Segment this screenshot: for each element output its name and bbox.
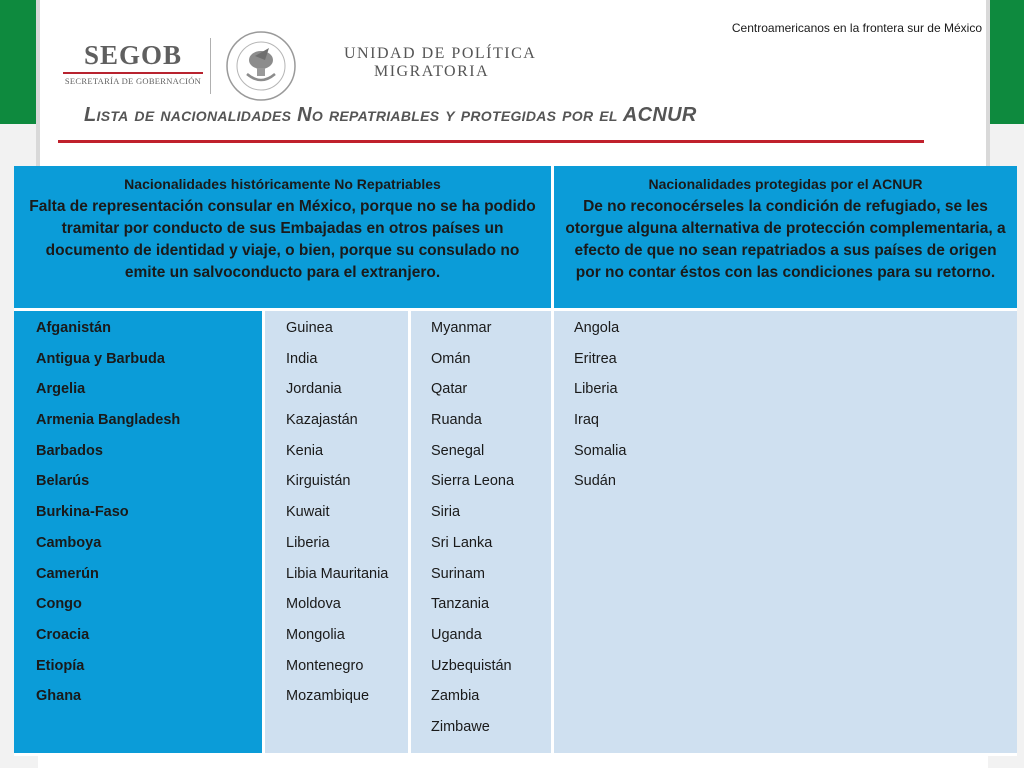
country-item: Senegal [431,442,485,459]
page-shadow-left [36,0,40,168]
title-underline [58,140,924,143]
country-item: Mozambique [286,688,370,705]
country-item: Zimbawe [431,718,490,735]
acnur-protected-column [554,311,1017,753]
country-item: Etiopía [36,657,85,674]
header-non-repatriable-description: Falta de representación consular en México, porque no se ha podido tramitar por conducto de sus Embajadas en otros países un documento de identidad y viaje, o bien, porque su consulado no emite un salvoconducto para el extranjero. [29,198,536,281]
country-item: Jordania [286,381,342,398]
country-item: Qatar [431,381,468,398]
header-non-repatriable [14,166,551,308]
header-acnur-protected-title: Nacionalidades protegidas por el ACNUR [648,176,923,192]
country-item: Ghana [36,688,82,705]
non-repatriable-column-3 [411,311,551,753]
page-shadow-right [986,0,990,168]
header-non-repatriable-title: Nacionalidades históricamente No Repatriables [124,176,441,192]
country-item: Guinea [286,320,333,336]
country-item: Liberia [286,534,330,551]
country-item: Sierra Leona [431,473,515,490]
unit-name-line-1: UNIDAD DE POLÍTICA [344,45,537,62]
country-item: Uzbequistán [431,657,512,674]
page-title: Lista de nacionalidades No repatriables y protegidas por el ACNUR [84,104,697,126]
country-item: Montenegro [286,657,364,674]
country-item: Omán [431,350,471,367]
country-item: Afganistán [36,320,111,336]
segob-logo-rule [63,72,203,74]
country-item: Argelia [36,381,86,398]
country-item: Angola [574,320,620,336]
country-item: Sudán [574,473,616,490]
country-item: Surinam [431,565,485,582]
header-acnur-protected-description: De no reconocérseles la condición de refugiado, se les otorgue alguna alternativa de protección complementaria, a efecto de que no sean repatriados a sus países de origen por no contar éstos con las condiciones para su retorno. [565,198,1006,281]
country-item: Barbados [36,442,103,459]
country-item: Camerún [36,565,99,582]
country-item: Uganda [431,626,482,643]
country-item: Belarús [36,473,90,490]
country-item: Congo [36,596,82,613]
unit-name-line-2: MIGRATORIA [374,63,490,80]
segob-logo [63,40,203,86]
country-item: Kazajastán [286,412,358,429]
country-item: Mongolia [286,626,345,643]
nationalities-table [14,166,1017,756]
country-item: India [286,350,318,367]
country-item: Kenia [286,442,324,459]
unit-name [344,45,536,81]
country-item: Zambia [431,688,480,705]
country-item: Myanmar [431,320,492,336]
national-seal-icon [225,30,297,102]
country-item: Croacia [36,626,90,643]
country-item: Burkina-Faso [36,504,129,521]
country-item: Iraq [574,412,599,429]
segob-subtitle: SECRETARÍA DE GOBERNACIÓN [64,76,202,86]
country-item: Sri Lanka [431,534,493,551]
non-repatriable-column-1 [14,311,262,753]
country-item: Moldova [286,596,341,613]
country-item: Kirguistán [286,473,351,490]
country-item: Antigua y Barbuda [36,350,165,367]
segob-wordmark: SEGOB [83,40,183,70]
country-item: Ruanda [431,412,482,429]
country-item: Liberia [574,381,618,398]
country-item: Siria [431,504,461,521]
country-item: Tanzania [431,596,490,613]
presentation-subtitle: Centroamericanos en la frontera sur de México [731,21,982,35]
non-repatriable-column-2 [265,311,408,753]
country-item: Eritrea [574,350,617,367]
country-item: Armenia Bangladesh [36,412,181,429]
country-item: Camboya [36,534,102,551]
logo-divider [210,38,211,94]
country-item: Libia Mauritania [286,565,389,582]
header-acnur-protected [554,166,1017,308]
country-item: Somalia [574,442,627,459]
country-item: Kuwait [286,504,330,521]
